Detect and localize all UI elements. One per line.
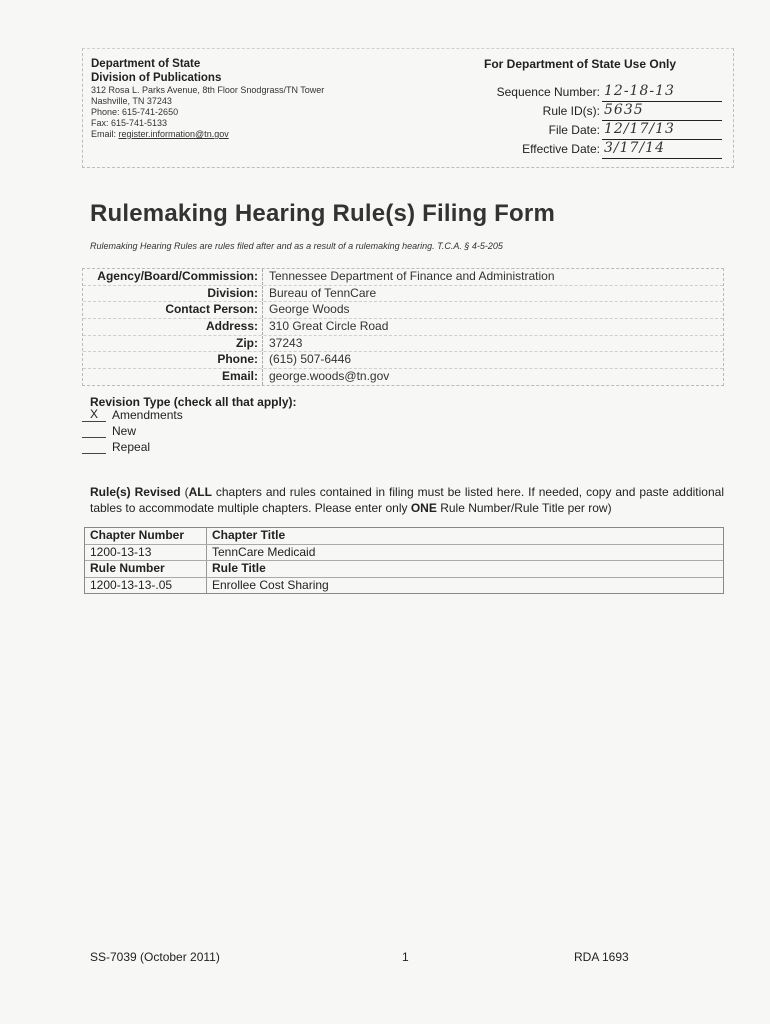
division-value[interactable]: Bureau of TennCare	[269, 285, 377, 300]
table-header-row	[85, 528, 723, 545]
email-label: Email:	[91, 129, 119, 139]
revision-option-amendments[interactable]	[82, 408, 183, 424]
amendments-checkbox[interactable]: X	[82, 408, 106, 422]
contact-key: Contact Person:	[83, 302, 263, 318]
publisher-block	[91, 57, 451, 140]
rules-revised-instructions	[90, 484, 724, 516]
zip-row	[83, 336, 723, 353]
sequence-number-row	[470, 83, 720, 103]
instructions-text-2: Rule Number/Rule Title per row)	[436, 501, 612, 515]
chapter-title-header: Chapter Title	[212, 528, 286, 542]
rule-number-header: Rule Number	[85, 561, 207, 577]
file-date-value: 12/17/13	[602, 121, 722, 140]
rule-id-label: Rule ID(s):	[542, 104, 600, 118]
zip-value[interactable]: 37243	[269, 335, 303, 350]
effective-date-label: Effective Date:	[522, 142, 600, 156]
agency-value[interactable]: Tennessee Department of Finance and Administration	[269, 269, 555, 283]
revision-option-new[interactable]	[82, 424, 136, 440]
one-emphasis: ONE	[410, 501, 437, 515]
amendments-label: Amendments	[112, 408, 183, 422]
revision-type-heading: Revision Type (check all that apply):	[90, 395, 297, 409]
rule-title-header: Rule Title	[212, 561, 266, 575]
contact-value[interactable]: George Woods	[269, 302, 350, 317]
phone-value[interactable]: (615) 507-6446	[269, 352, 352, 367]
chapter-title-cell[interactable]: TennCare Medicaid	[212, 544, 316, 559]
new-label: New	[112, 424, 137, 438]
address-key: Address:	[83, 319, 263, 335]
table-row	[85, 578, 723, 594]
page-number: 1	[402, 950, 409, 964]
email-key: Email:	[83, 369, 263, 385]
revision-option-repeal[interactable]	[82, 440, 150, 456]
zip-key: Zip:	[83, 336, 263, 352]
phone-key: Phone:	[83, 352, 263, 368]
sequence-number-value: 12-18-13	[602, 83, 722, 102]
email-line	[91, 129, 451, 140]
agency-table	[82, 268, 724, 386]
division-key: Division:	[83, 286, 263, 302]
all-emphasis: ALL	[188, 485, 212, 499]
agency-row	[83, 269, 723, 286]
rule-id-value: 5635	[602, 102, 722, 121]
form-number: SS-7039 (October 2011)	[90, 950, 220, 964]
state-use-only-heading: For Department of State Use Only	[484, 57, 677, 71]
rules-revised-lead: Rule(s) Revised	[90, 485, 181, 499]
rule-id-row	[470, 102, 720, 122]
agency-key: Agency/Board/Commission:	[83, 269, 263, 285]
form-subtitle: Rulemaking Hearing Rules are rules filed after and as a result of a rulemaking hearing. T.C.A. § 4-5-205	[90, 241, 503, 251]
department-name: Department of State	[91, 58, 201, 70]
instructions-text-1: chapters and rules contained in filing must be listed here. If needed, copy and paste additional tables to accommodate multiple chapters. Please enter only	[90, 485, 724, 515]
fax-line: Fax: 615-741-5133	[91, 118, 168, 128]
street-address: 312 Rosa L. Parks Avenue, 8th Floor Snodgrass/TN Tower	[91, 85, 325, 95]
address-row	[83, 319, 723, 336]
email-row	[83, 369, 723, 385]
open-paren: (	[180, 485, 189, 499]
contact-row	[83, 302, 723, 319]
file-date-label: File Date:	[548, 123, 600, 137]
chapter-number-header: Chapter Number	[85, 528, 207, 544]
rule-number-cell[interactable]: 1200-13-13-.05	[85, 578, 207, 594]
rule-title-cell[interactable]: Enrollee Cost Sharing	[212, 577, 329, 592]
chapter-number-cell[interactable]: 1200-13-13	[85, 545, 207, 561]
city-line: Nashville, TN 37243	[91, 96, 172, 106]
form-title: Rulemaking Hearing Rule(s) Filing Form	[90, 200, 555, 227]
effective-date-value: 3/17/14	[602, 140, 722, 159]
division-row	[83, 286, 723, 303]
file-date-row	[470, 121, 720, 141]
phone-line: Phone: 615-741-2650	[91, 107, 179, 117]
email-link[interactable]: register.information@tn.gov	[118, 129, 229, 139]
table-header-row	[85, 561, 723, 578]
address-value[interactable]: 310 Great Circle Road	[269, 319, 389, 334]
rda-number: RDA 1693	[574, 950, 629, 964]
chapter-rule-table	[84, 527, 724, 594]
phone-row	[83, 352, 723, 369]
repeal-label: Repeal	[112, 440, 151, 454]
table-row	[85, 545, 723, 562]
repeal-checkbox[interactable]	[82, 440, 106, 454]
division-name: Division of Publications	[91, 72, 222, 84]
effective-date-row	[470, 140, 720, 160]
email-value[interactable]: george.woods@tn.gov	[269, 369, 390, 384]
sequence-number-label: Sequence Number:	[496, 85, 600, 99]
new-checkbox[interactable]	[82, 424, 106, 438]
